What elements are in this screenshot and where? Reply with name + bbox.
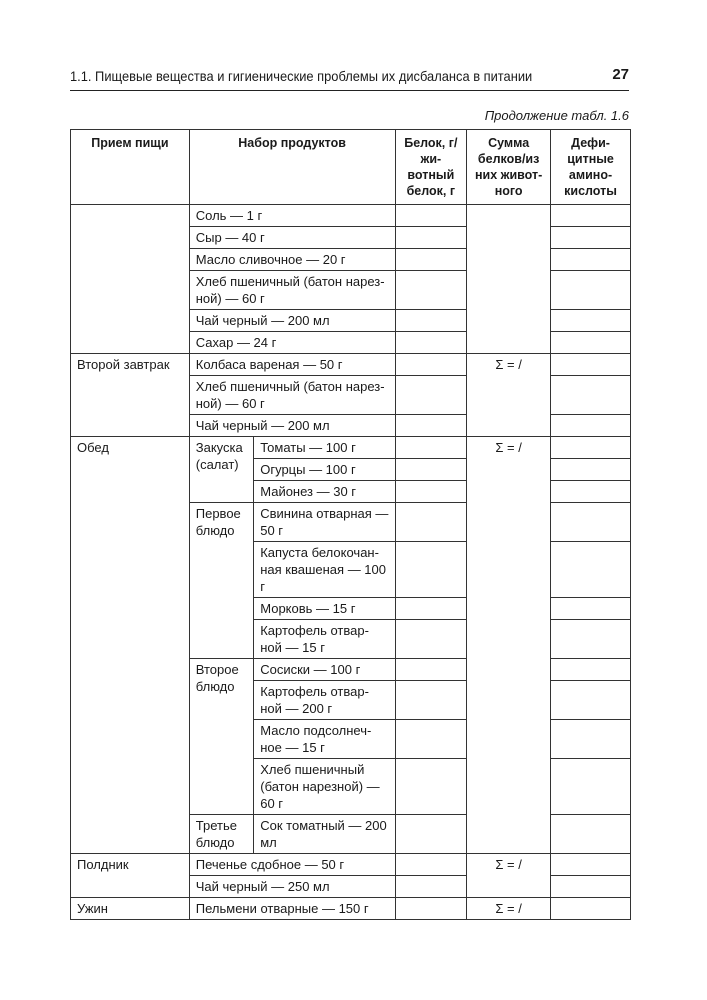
table-row xyxy=(71,854,631,876)
meal-cell: Второй завтрак xyxy=(71,354,190,437)
protein-cell xyxy=(395,310,467,332)
protein-cell xyxy=(395,720,467,759)
protein-cell xyxy=(395,205,467,227)
table-caption: Продолжение табл. 1.6 xyxy=(484,108,629,123)
product-cell: Масло подсолнеч-ное — 15 г xyxy=(254,720,395,759)
product-cell: Печенье сдобное — 50 г xyxy=(189,854,395,876)
protein-cell xyxy=(395,759,467,815)
table-row xyxy=(71,437,631,459)
table-row xyxy=(71,898,631,920)
protein-cell xyxy=(395,659,467,681)
protein-cell xyxy=(395,620,467,659)
product-cell: Хлеб пшеничный (батон нарез-ной) — 60 г xyxy=(189,271,395,310)
deficit-cell xyxy=(551,659,631,681)
product-cell: Соль — 1 г xyxy=(189,205,395,227)
deficit-cell xyxy=(551,542,631,598)
deficit-cell xyxy=(551,815,631,854)
deficit-cell xyxy=(551,876,631,898)
product-cell: Колбаса вареная — 50 г xyxy=(189,354,395,376)
sum-cell: Σ = / xyxy=(467,437,551,854)
deficit-cell xyxy=(551,437,631,459)
deficit-cell xyxy=(551,854,631,876)
deficit-cell xyxy=(551,759,631,815)
deficit-cell xyxy=(551,620,631,659)
page-number: 27 xyxy=(612,66,629,83)
meal-cell: Ужин xyxy=(71,898,190,920)
protein-cell xyxy=(395,459,467,481)
deficit-cell xyxy=(551,898,631,920)
dish-group-cell: Третье блюдо xyxy=(189,815,253,854)
product-cell: Свинина отварная — 50 г xyxy=(254,503,395,542)
deficit-cell xyxy=(551,271,631,310)
protein-cell xyxy=(395,898,467,920)
product-cell: Картофель отвар-ной — 15 г xyxy=(254,620,395,659)
product-cell: Масло сливочное — 20 г xyxy=(189,249,395,271)
deficit-cell xyxy=(551,205,631,227)
product-cell: Сок томатный — 200 мл xyxy=(254,815,395,854)
running-header xyxy=(70,64,629,91)
column-header-meal: Прием пищи xyxy=(71,130,190,205)
protein-cell xyxy=(395,354,467,376)
table-row xyxy=(71,205,631,227)
dish-group-cell: Первое блюдо xyxy=(189,503,253,659)
product-cell: Томаты — 100 г xyxy=(254,437,395,459)
deficit-cell xyxy=(551,249,631,271)
meal-cell: Полдник xyxy=(71,854,190,898)
deficit-cell xyxy=(551,376,631,415)
protein-cell xyxy=(395,437,467,459)
table-row xyxy=(71,354,631,376)
protein-cell xyxy=(395,854,467,876)
protein-cell xyxy=(395,332,467,354)
protein-cell xyxy=(395,681,467,720)
product-cell: Огурцы — 100 г xyxy=(254,459,395,481)
protein-cell xyxy=(395,876,467,898)
product-cell: Чай черный — 200 мл xyxy=(189,415,395,437)
dish-group-cell: Второе блюдо xyxy=(189,659,253,815)
chapter-title: 1.1. Пищевые вещества и гигиенические проблемы их дисбаланса в питании xyxy=(70,68,533,84)
column-header-protein: Белок, г/жи-вотный белок, г xyxy=(395,130,467,205)
protein-cell xyxy=(395,271,467,310)
meal-cell xyxy=(71,205,190,354)
protein-cell xyxy=(395,227,467,249)
product-cell: Хлеб пшеничный (батон нарез-ной) — 60 г xyxy=(189,376,395,415)
deficit-cell xyxy=(551,681,631,720)
sum-cell: Σ = / xyxy=(467,854,551,898)
sum-cell: Σ = / xyxy=(467,898,551,920)
column-header-products: Набор продуктов xyxy=(189,130,395,205)
product-cell: Пельмени отварные — 150 г xyxy=(189,898,395,920)
product-cell: Капуста белокочан-ная квашеная — 100 г xyxy=(254,542,395,598)
meal-table xyxy=(70,129,631,920)
product-cell: Чай черный — 200 мл xyxy=(189,310,395,332)
protein-cell xyxy=(395,815,467,854)
deficit-cell xyxy=(551,459,631,481)
product-cell: Хлеб пшеничный (батон нарезной) — 60 г xyxy=(254,759,395,815)
product-cell: Картофель отвар-ной — 200 г xyxy=(254,681,395,720)
protein-cell xyxy=(395,415,467,437)
table-header-row xyxy=(71,130,631,205)
deficit-cell xyxy=(551,598,631,620)
protein-cell xyxy=(395,598,467,620)
deficit-cell xyxy=(551,503,631,542)
deficit-cell xyxy=(551,720,631,759)
protein-cell xyxy=(395,481,467,503)
product-cell: Сосиски — 100 г xyxy=(254,659,395,681)
deficit-cell xyxy=(551,332,631,354)
protein-cell xyxy=(395,249,467,271)
meal-cell: Обед xyxy=(71,437,190,854)
product-cell: Морковь — 15 г xyxy=(254,598,395,620)
deficit-cell xyxy=(551,227,631,249)
column-header-sum: Сумма белков/из них живот-ного xyxy=(467,130,551,205)
sum-cell: Σ = / xyxy=(467,354,551,437)
deficit-cell xyxy=(551,415,631,437)
product-cell: Майонез — 30 г xyxy=(254,481,395,503)
product-cell: Сахар — 24 г xyxy=(189,332,395,354)
product-cell: Сыр — 40 г xyxy=(189,227,395,249)
protein-cell xyxy=(395,503,467,542)
product-cell: Чай черный — 250 мл xyxy=(189,876,395,898)
protein-cell xyxy=(395,542,467,598)
protein-cell xyxy=(395,376,467,415)
deficit-cell xyxy=(551,481,631,503)
deficit-cell xyxy=(551,310,631,332)
column-header-deficit: Дефи-цитные амино-кислоты xyxy=(551,130,631,205)
dish-group-cell: Закуска (салат) xyxy=(189,437,253,503)
sum-cell xyxy=(467,205,551,354)
deficit-cell xyxy=(551,354,631,376)
